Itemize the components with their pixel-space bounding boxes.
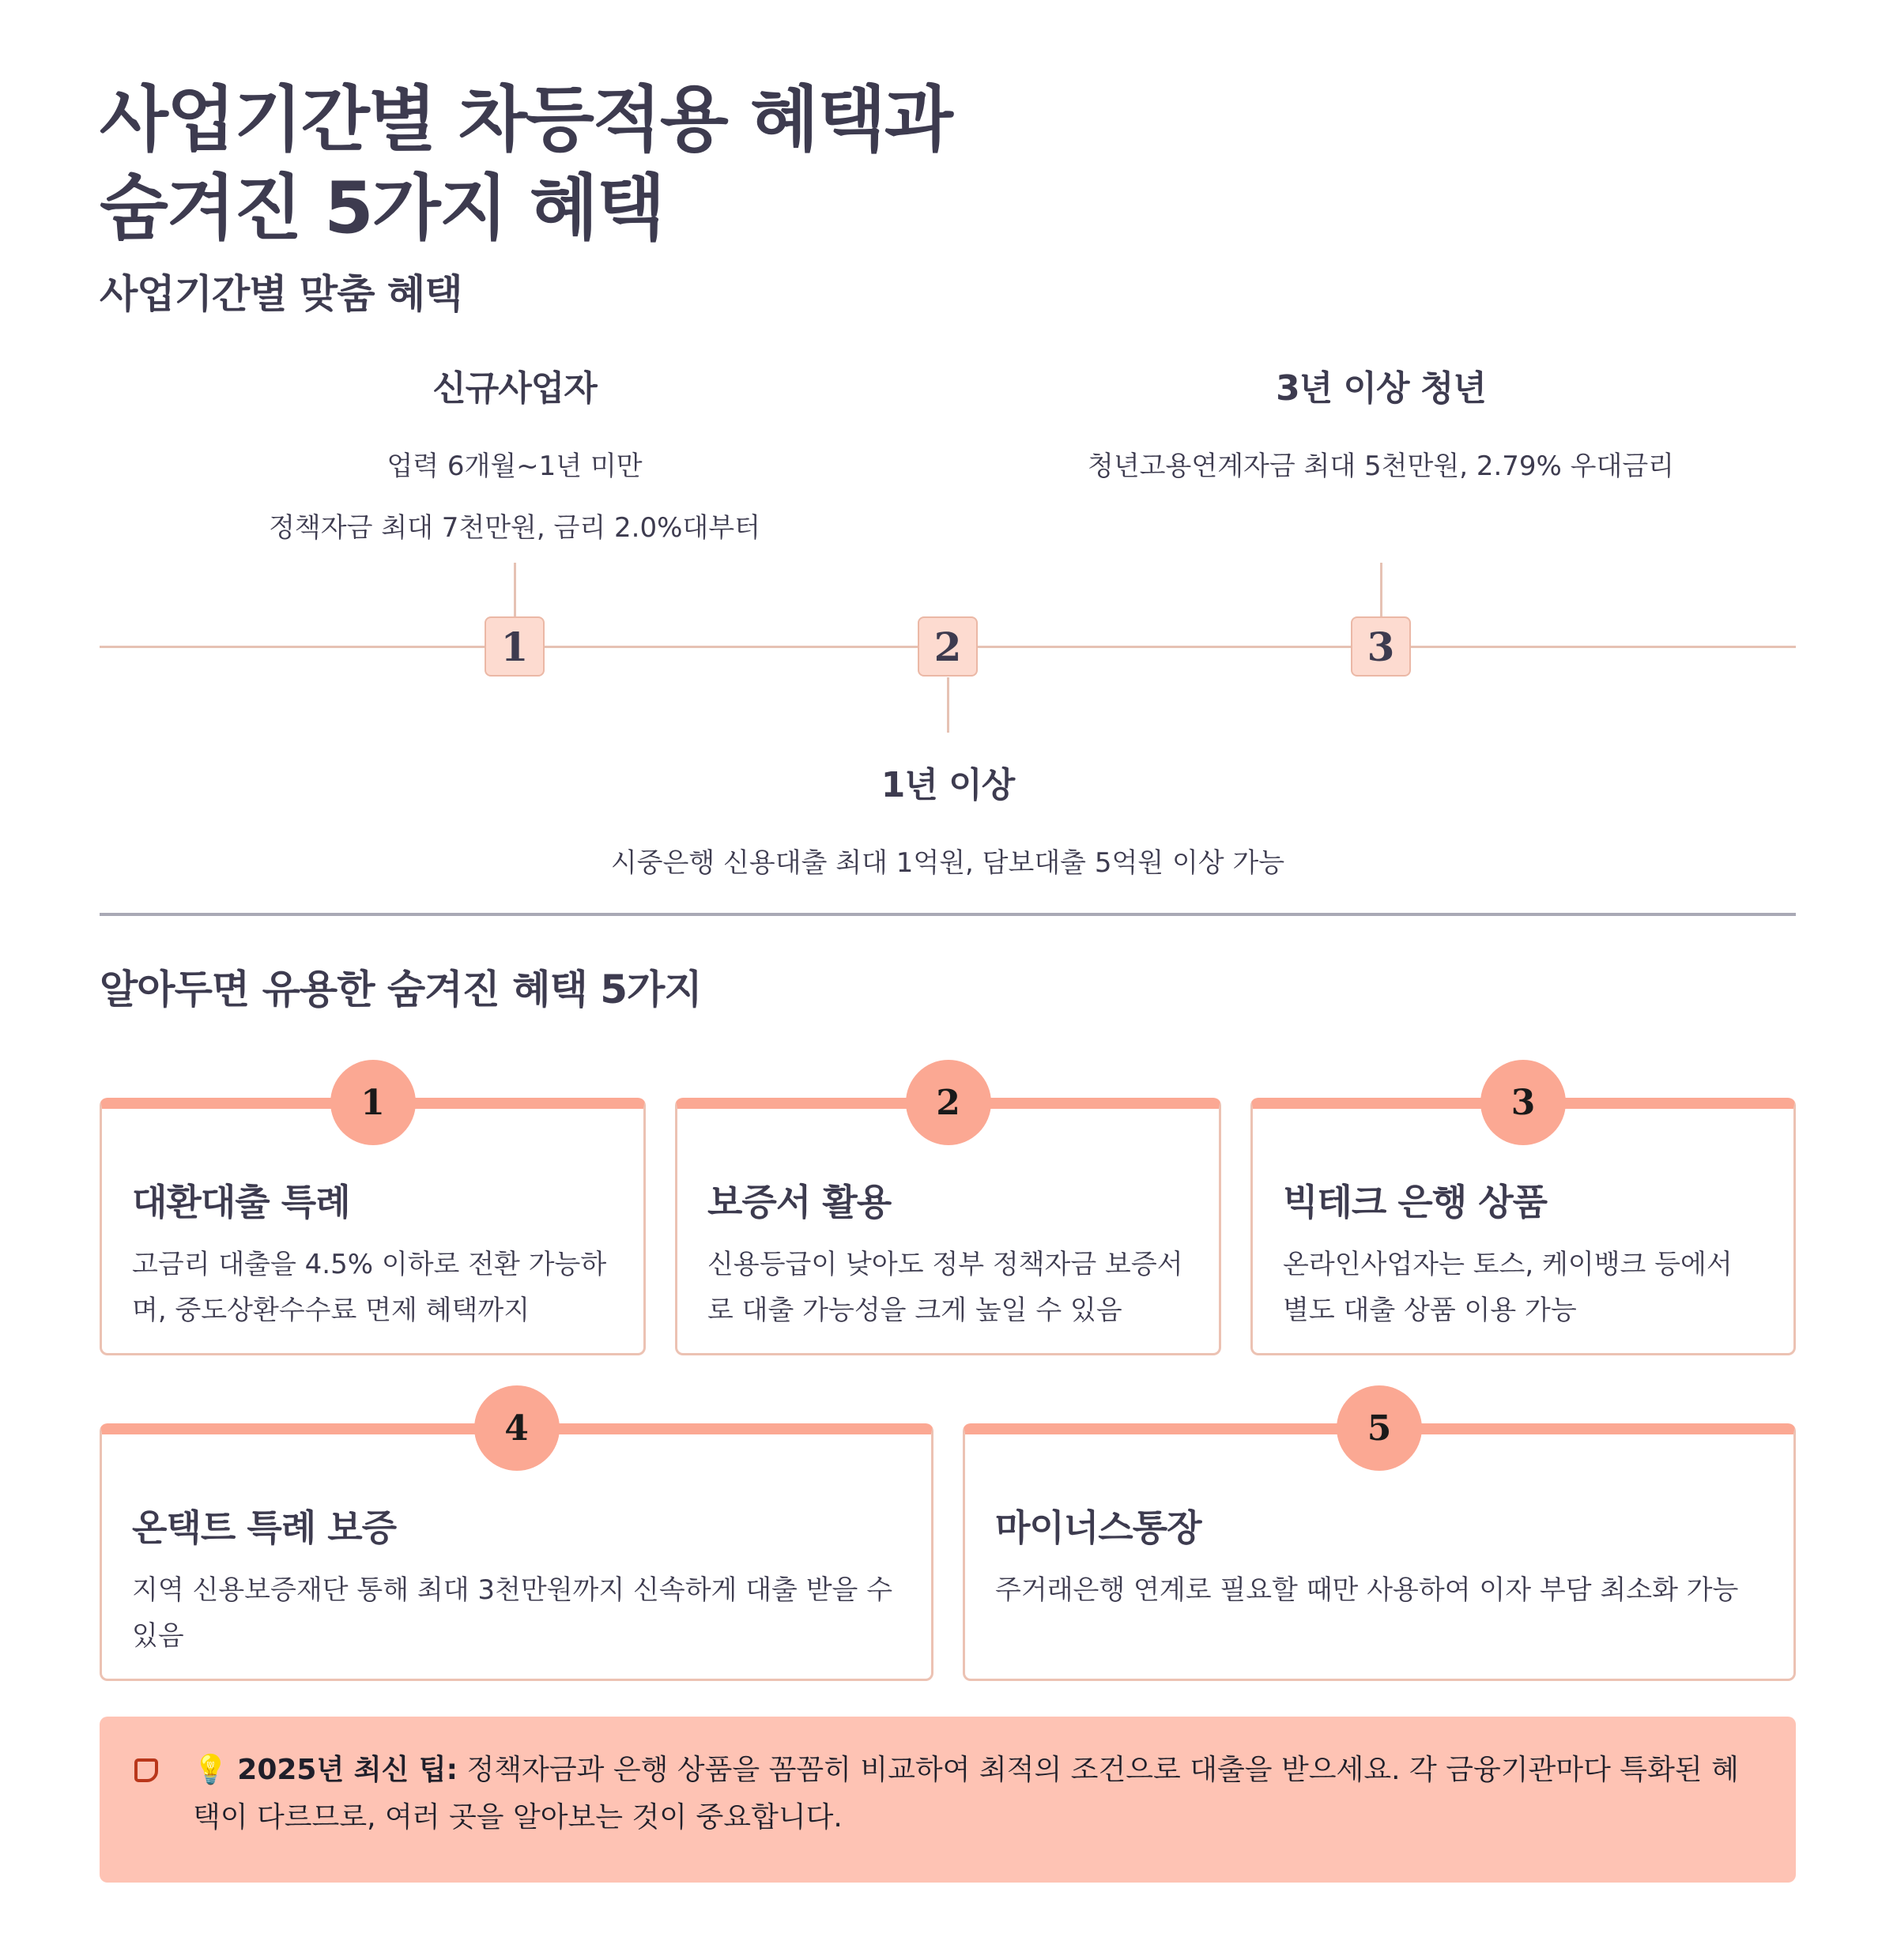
benefit-title: 대환대출 특례 [132,1181,350,1223]
benefit-number-badge: 3 [1480,1060,1566,1145]
page-title-line-1: 사업기간별 차등적용 혜택과 [100,78,952,161]
timeline-stem-3 [1380,563,1382,616]
timeline-item-title: 3년 이상 청년 [1276,368,1486,409]
benefit-title: 온택트 특례 보증 [132,1506,397,1549]
benefit-title: 마이너스통장 [995,1506,1201,1549]
benefit-card-4 [100,1408,933,1681]
timeline-stem-2 [947,677,949,733]
lightbulb-icon: 💡 [193,1754,228,1786]
timeline-marker-1: 1 [485,616,545,677]
timeline-item-line: 정책자금 최대 7천만원, 금리 2.0%대부터 [269,512,760,544]
benefit-number-badge: 4 [474,1385,560,1471]
timeline-item-title: 1년 이상 [881,765,1015,805]
benefit-title: 보증서 활용 [707,1181,892,1223]
benefit-description: 고금리 대출을 4.5% 이하로 전환 가능하며, 중도상환수수료 면제 혜택까지 [132,1249,607,1326]
benefit-title: 빅테크 은행 상품 [1283,1181,1548,1223]
timeline-item-line: 시중은행 신용대출 최대 1억원, 담보대출 5억원 이상 가능 [610,847,1285,879]
benefit-description: 신용등급이 낮아도 정부 정책자금 보증서로 대출 가능성을 크게 높일 수 있음 [707,1249,1183,1326]
benefit-card-2 [675,1082,1221,1355]
page-title [100,76,1285,253]
tip-text [193,1747,1766,1841]
benefit-card-1 [100,1082,646,1355]
timeline-item-1 [269,360,760,559]
benefit-description: 지역 신용보증재단 통해 최대 3천만원까지 신속하게 대출 받을 수 있음 [132,1574,893,1652]
benefit-description: 주거래은행 연계로 필요할 때만 사용하여 이자 부담 최소화 가능 [995,1574,1739,1606]
benefit-card-3 [1250,1082,1796,1355]
timeline-marker-3: 3 [1351,616,1411,677]
timeline-marker-2: 2 [918,616,978,677]
tip-body: 정책자금과 은행 상품을 꼼꼼히 비교하여 최적의 조건으로 대출을 받으세요. 각 금융기관마다 특화된 혜택이 다르므로, 여러 곳을 알아보는 것이 중요합니다. [193,1754,1739,1834]
timeline-item-title: 신규사업자 [432,368,597,409]
page-title-line-2: 숨겨진 5가지 혜택 [100,167,664,250]
tip-label: 2025년 최신 팁: [237,1754,458,1786]
section-subtitle: 사업기간별 맞춤 혜택 [100,271,462,317]
benefit-card-5 [963,1408,1796,1681]
timeline-item-line: 업력 6개월~1년 미만 [387,450,643,482]
timeline-item-line: 청년고용연계자금 최대 5천만원, 2.79% 우대금리 [1087,450,1675,482]
benefit-number-badge: 1 [330,1060,416,1145]
section-divider [100,913,1796,916]
hidden-benefits-title: 알아두면 유용한 숨겨진 혜택 5가지 [100,967,702,1012]
tip-callout [100,1717,1796,1883]
benefit-description: 온라인사업자는 토스, 케이뱅크 등에서 별도 대출 상품 이용 가능 [1283,1249,1733,1326]
benefit-number-badge: 5 [1337,1385,1422,1471]
benefit-number-badge: 2 [906,1060,991,1145]
timeline-item-3 [1088,360,1674,497]
timeline-item-2 [611,756,1284,894]
timeline-stem-1 [514,563,516,616]
note-icon [134,1758,158,1782]
